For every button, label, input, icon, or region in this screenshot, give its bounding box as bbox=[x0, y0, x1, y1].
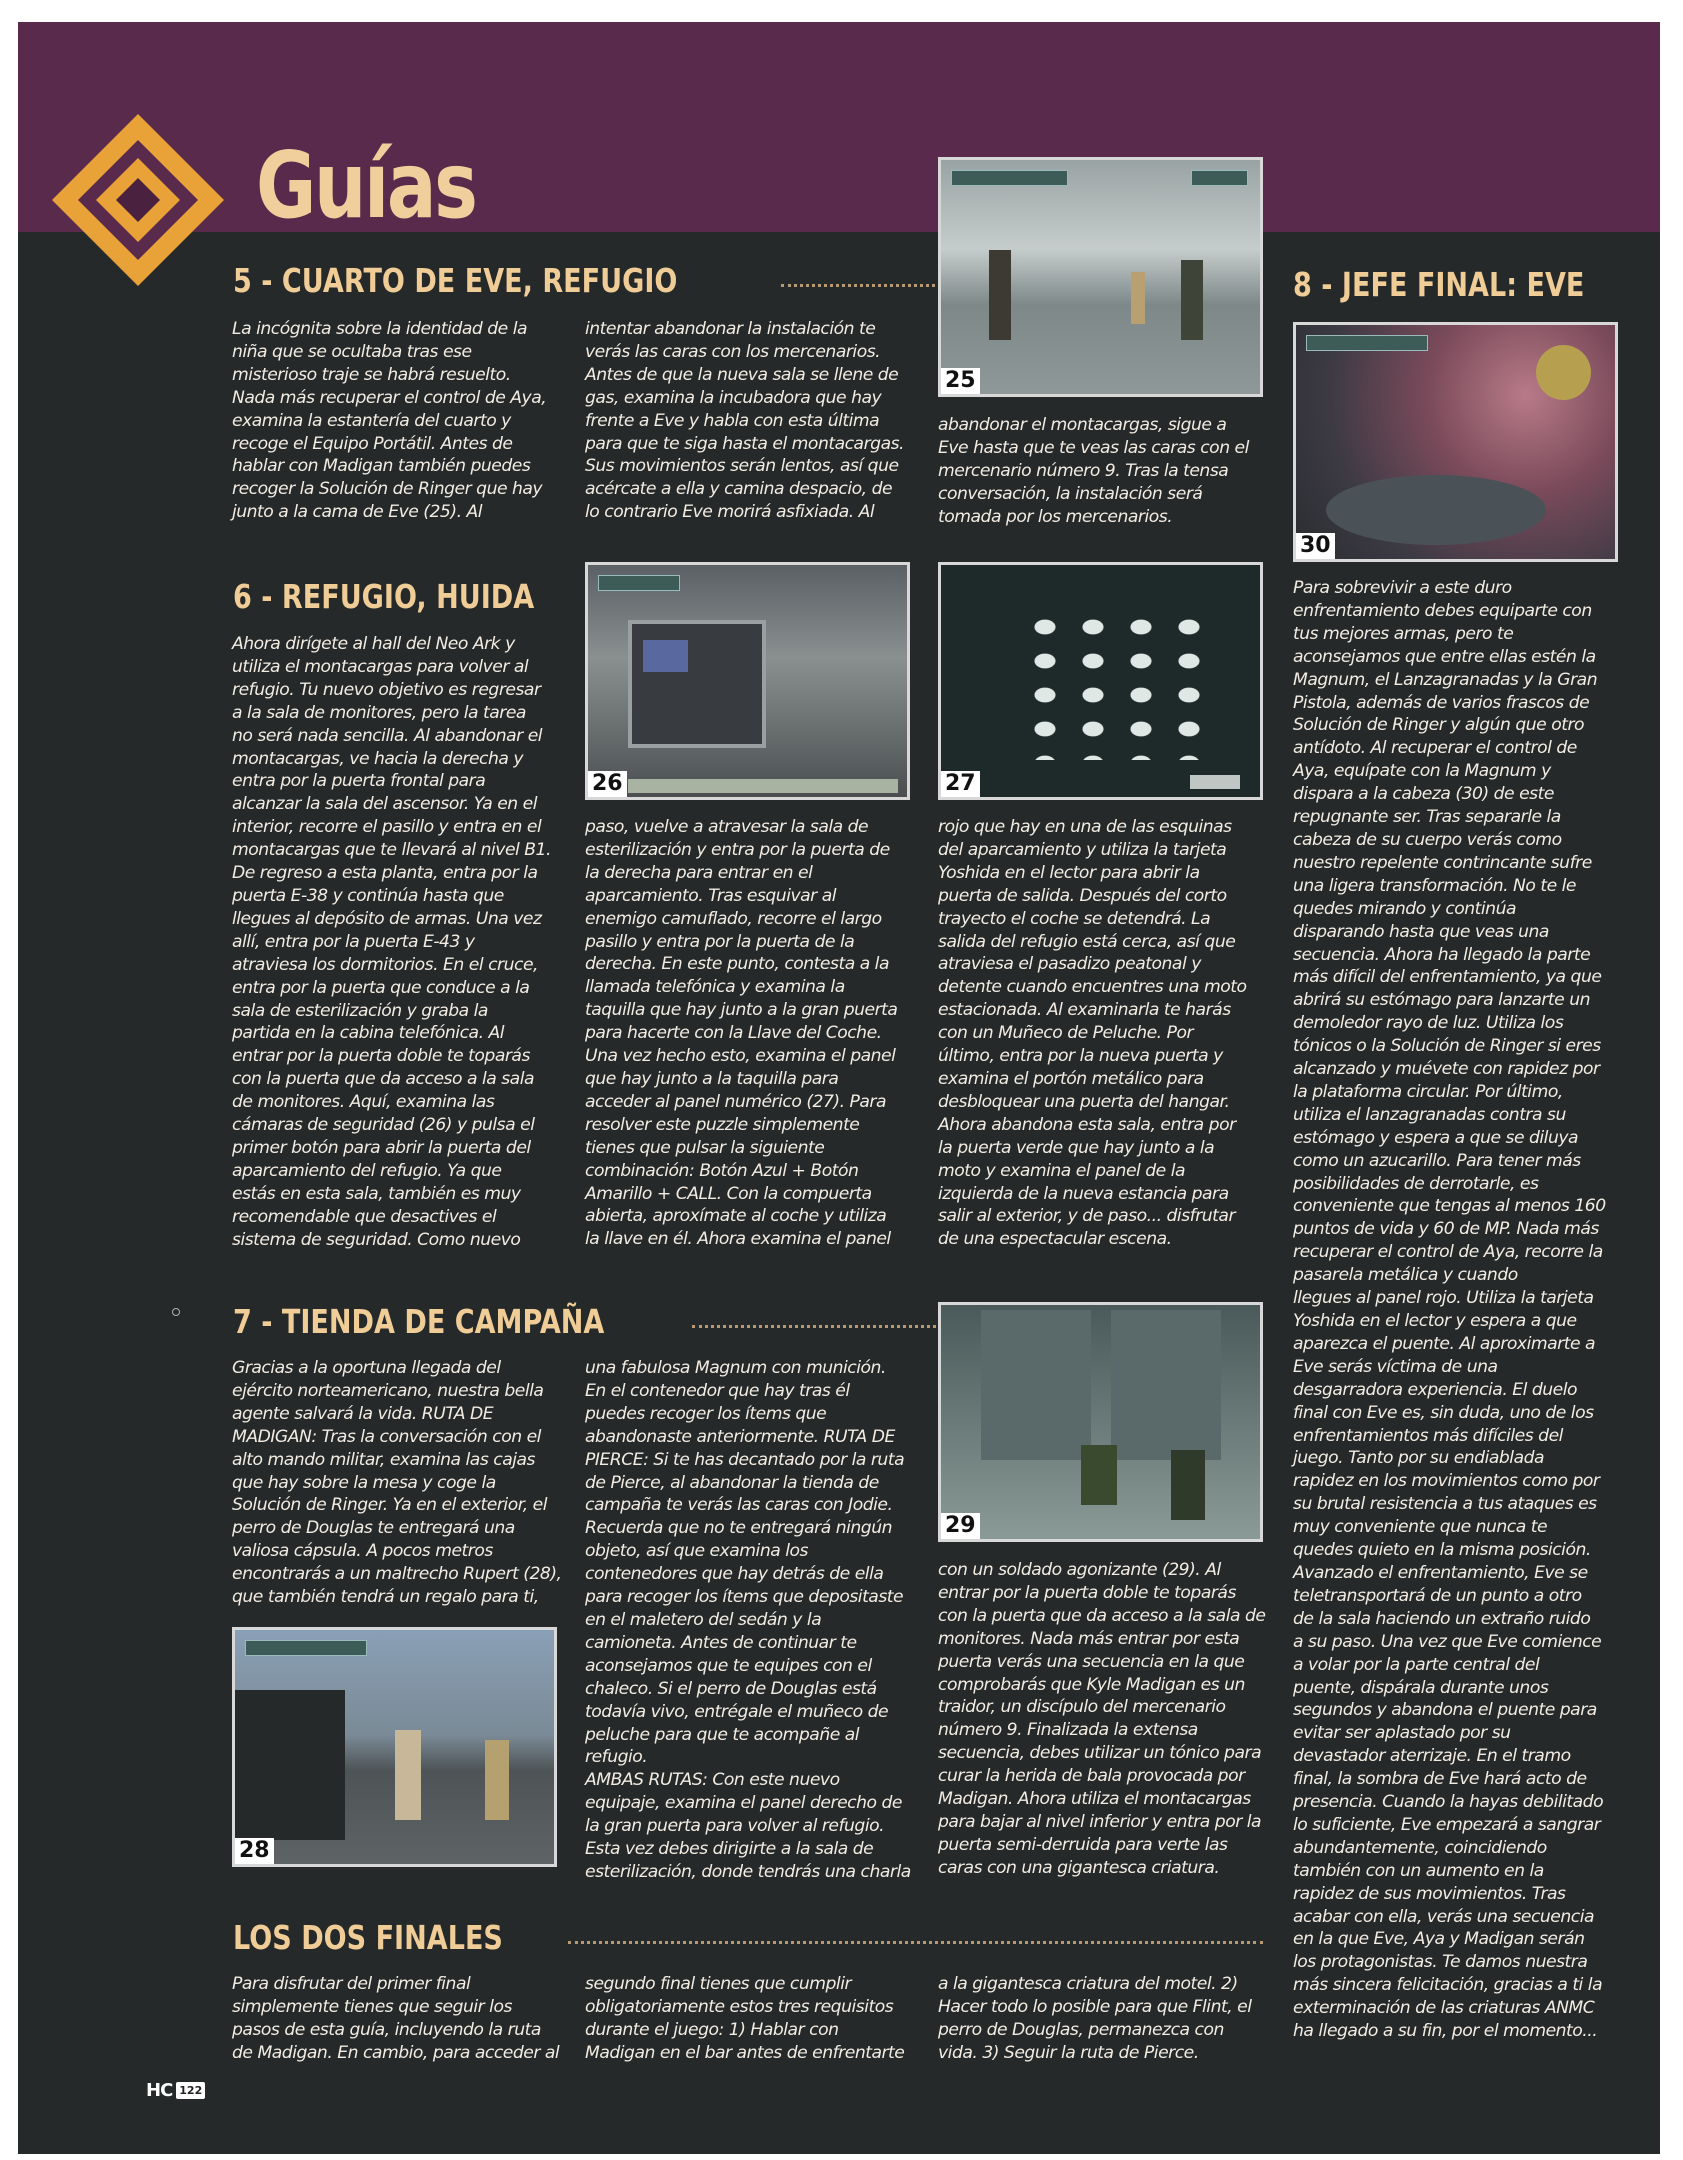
text-s5-col2: intentar abandonar la instalación te verás las caras con los mercenarios. Antes de que la nueva sala se llene de gas, examina la incubadora que hay frente a Eve y habla con esta última para que te siga hasta el montacargas. Sus movimientos serán lentos, así que acércate a ella y camina despacio, de lo contrario Eve morirá asfixiada. Al bbox=[585, 319, 905, 523]
heading-section-8 bbox=[1293, 264, 1628, 304]
photo-28 bbox=[232, 1627, 557, 1867]
text-s5-col1: La incógnita sobre la identidad de la niña que se ocultaba tras ese misterioso traje se habrá resuelto. Nada más recuperar el control de Aya, examina la estantería del cuarto y recoge el Equipo Portátil. Antes de hablar con Madigan también puedes recoger la Solución de Ringer que hay junto a la cama de Eve (25). Al bbox=[232, 319, 547, 523]
hud-bar bbox=[951, 170, 1068, 186]
brand-logo: HC bbox=[146, 2080, 173, 2101]
platform bbox=[1326, 475, 1546, 545]
heading-text: 6 - REFUGIO, HUIDA bbox=[233, 576, 535, 616]
text-s6-col1: Ahora dirígete al hall del Neo Ark y utiliza el montacargas para volver al refugio. Tu nuevo objetivo es regresar a la sala de monitores, pero la tarea no será nada sencilla. Al abandonar el montacargas, ve hacia la derecha y entra por la puerta frontal para alcanzar la sala del ascensor. Ya en el interior, recorre el pasillo y entra en el montacargas que te llevará al nivel B1. De regreso a esta planta, entra por la puerta E-38 y continúa hasta que llegues al depósito de armas. Una vez allí, entra por la puerta E-43 y atraviesa los dormitorios. En el cruce, entra por la puerta que conduce a la sala de esterilización y graba la partida en la cabina telefónica. Al entrar por la puerta doble te toparás con la puerta que da acceso a la sala de monitores. Aquí, examina las cámaras de seguridad (26) y pulsa el primer botón para abrir la puerta del aparcamiento del refugio. Ya que estás en esta sala, también es muy recomendable que desactives el sistema de seguridad. Como nuevo bbox=[232, 634, 551, 1250]
heading-rule bbox=[568, 1941, 1263, 1944]
tank bbox=[1111, 1310, 1221, 1460]
figure bbox=[1171, 1450, 1205, 1520]
page-title: Guías bbox=[256, 132, 476, 239]
text-s5-col3: abandonar el montacargas, sigue a Eve hasta que te veas las caras con el mercenario número 9. Tras la tensa conversación, la instalación será tomada por los mercenarios. bbox=[938, 415, 1249, 527]
heading-section-7 bbox=[233, 1301, 948, 1341]
hud-bar bbox=[598, 575, 680, 591]
figure bbox=[1081, 1445, 1117, 1505]
figure bbox=[1131, 272, 1145, 324]
heading-section-6 bbox=[233, 576, 591, 616]
hud-bar bbox=[245, 1640, 367, 1656]
photo-29 bbox=[938, 1302, 1263, 1542]
photo-25 bbox=[938, 157, 1263, 397]
heading-rule bbox=[692, 1325, 948, 1328]
text-finales-col3: a la gigantesca criatura del motel. 2) Hacer todo lo posible para que Flint, el perro de Douglas, permanezca con vida. 3) Seguir la ruta de Pierce. bbox=[938, 1974, 1252, 2063]
heading-text: 7 - TIENDA DE CAMPAÑA bbox=[233, 1301, 605, 1341]
figure bbox=[485, 1740, 509, 1820]
text-s6-col2: paso, vuelve a atravesar la sala de esterilización y entra por la puerta de la derecha para entrar en el aparcamiento. Tras esquivar al enemigo camuflado, recorre el largo pasillo y entra por la puerta de la derecha. En este punto, contesta a la llamada telefónica y examina la taquilla que hay junto a la gran puerta para hacerte con la Llave del Coche. Una vez hecho esto, examina el panel que hay junto a la taquilla para acceder al panel numérico (27). Para resolver este puzzle simplemente tienes que pulsar la siguiente combinación: Botón Azul + Botón Amarillo + CALL. Con la compuerta abierta, aproxímate al coche y utiliza la llave en él. Ahora examina el panel bbox=[585, 817, 898, 1250]
text-s6-col3: rojo que hay en una de las esquinas del aparcamiento y utiliza la tarjeta Yoshida en el lector para abrir la puerta de salida. Después del corto trayecto el coche se detendrá. La salida del refugio está cerca, así que atraviesa el pasadizo peatonal y detente cuando encuentres una moto estacionada. Al examinarla te harás con un Muñeco de Peluche. Por último, entra por la nueva puerta y examina el portón metálico para desbloquear una puerta del hangar. Ahora abandona esta sala, entra por la puerta verde que hay junto a la moto y examina el panel de la izquierda de la nueva estancia para salir al exterior, y de paso... disfrutar de una espectacular escena. bbox=[938, 817, 1247, 1250]
heading-rule bbox=[781, 284, 948, 287]
page-number: 122 bbox=[176, 2082, 205, 2099]
figure bbox=[395, 1730, 421, 1820]
text-finales-col1: Para disfrutar del primer final simplemente tienes que seguir los pasos de esta guía, incluyendo la ruta de Madigan. En cambio, para acceder al bbox=[232, 1974, 560, 2063]
page-footer bbox=[146, 2080, 205, 2101]
heading-los-dos-finales bbox=[233, 1917, 1263, 1957]
call-button bbox=[1190, 775, 1240, 789]
heading-text: 8 - JEFE FINAL: EVE bbox=[1293, 264, 1585, 304]
photo-30 bbox=[1293, 322, 1618, 562]
heading-text: 5 - CUARTO DE EVE, REFUGIO bbox=[233, 260, 678, 300]
magazine-page bbox=[18, 22, 1660, 2154]
status-bar bbox=[628, 779, 898, 793]
diamond-logo-icon bbox=[48, 110, 228, 290]
decorative-dot bbox=[172, 1308, 180, 1316]
container bbox=[235, 1690, 345, 1840]
photo-number: 30 bbox=[1296, 533, 1335, 559]
photo-number: 29 bbox=[941, 1513, 980, 1539]
hud-bar bbox=[1191, 170, 1248, 186]
figure bbox=[1181, 260, 1203, 340]
photo-number: 26 bbox=[588, 771, 627, 797]
text-s7-col2: una fabulosa Magnum con munición. En el contenedor que hay tras él puedes recoger los ítems que abandonaste anteriormente. RUTA DE PIERCE: Si te has decantado por la ruta de Pierce, al abandonar la tienda de campaña te verás las caras con Jodie. Recuerda que no te entregará ningún objeto, así que examina los contenedores que hay detrás de ella para recoger los ítems que depositaste en el maletero del sedán y la camioneta. Antes de continuar te aconsejamos que te equipes con el chaleco. Si el perro de Douglas está todavía vivo, entrégale el muñeco de peluche para que te acompañe al refugio. AMBAS RUTAS: Con este nuevo equipaje, examina el panel derecho de la gran puerta para volver al refugio. Esta vez debes dirigirte a la sala de esterilización, donde tendrás una charla bbox=[585, 1358, 911, 1882]
text-s7-col1: Gracias a la oportuna llegada del ejército norteamericano, nuestra bella agente salvará la vida. RUTA DE MADIGAN: Tras la conversación con el alto mando militar, examina las cajas que hay sobre la mesa y coge la Solución de Ringer. Ya en el exterior, el perro de Douglas te entregará una valiosa cápsula. A pocos metros encontrarás a un maltrecho Rupert (28), que también tendrá un regalo para ti, bbox=[232, 1358, 562, 1608]
photo-number: 25 bbox=[941, 368, 980, 394]
boss-head bbox=[1536, 345, 1591, 400]
photo-27 bbox=[938, 562, 1263, 800]
photo-number: 27 bbox=[941, 771, 980, 797]
tank bbox=[981, 1310, 1091, 1460]
heading-section-5 bbox=[233, 260, 948, 300]
photo-26 bbox=[585, 562, 910, 800]
text-s7-col3: con un soldado agonizante (29). Al entrar por la puerta doble te toparás con la puerta que da acceso a la sala de monitores. Nada más entrar por esta puerta verás una secuencia en la que comprobarás que Kyle Madigan es un traidor, un discípulo del mercenario número 9. Finalizada la extensa secuencia, debes utilizar un tónico para curar la herida de bala provocada por Madigan. Ahora utiliza el montacargas para bajar al nivel inferior y entra por la puerta semi-derruida para verte las caras con una gigantesca criatura. bbox=[938, 1560, 1266, 1878]
text-s8: Para sobrevivir a este duro enfrentamiento debes equiparte con tus mejores armas, pero te aconsejamos que entre ellas estén la Magnum, el Lanzagranadas y la Gran Pistola, además de varios frascos de Solución de Ringer y algún que otro antídoto. Al recuperar el control de Aya, equípate con la Magnum y dispara a la cabeza (30) de este repugnante ser. Tras separarle la cabeza de su cuerpo verás como nuestro repelente contrincante sufre una ligera transformación. No te le quedes mirando y continúa disparando hasta que veas una secuencia. Ahora ha llegado la parte más difícil del enfrentamiento, ya que abrirá su estómago para lanzarte un demoledor rayo de luz. Utiliza los tónicos o la Solución de Ringer si eres alcanzado y muévete con rapidez por la plataforma circular. Por último, utiliza el lanzagranadas contra su estómago y espera a que se diluya como un azucarillo. Para tener más posibilidades de derrotarle, es conveniente que tengas al menos 160 puntos de vida y 60 de MP. Nada más recuperar el control de Aya, recorre la pasarela metálica y cuando llegues al panel rojo. Utiliza la tarjeta Yoshida en el lector y espera a que aparezca el puente. Al aproximarte a Eve serás víctima de una desgarradora experiencia. El duelo final con Eve es, sin duda, uno de los enfrentamientos más difíciles del juego. Tanto por su endiablada rapidez en los movimientos como por su brutal resistencia a tus ataques es muy conveniente que nunca te quedes quieto en la misma posición. Avanzado el enfrentamiento, Eve se teletransportará de un punto a otro de la sala haciendo un extraño ruido a su paso. Una vez que Eve comience a volar por la parte central del puente, dispárala durante unos segundos y abandona el puente para evitar ser aplastado por su devastador aterrizaje. En el tramo final, la sombra de Eve hará acto de presencia. Cuando la hayas debilitado lo suficiente, Eve empezará a sangrar abundantemente, coincidiendo también con un aumento en la rapidez de sus movimientos. Tras acabar con ella, verás una secuencia en la que Eve, Aya y Madigan serán los protagonistas. Te damos nuestra más sincera felicitación, gracias a ti la exterminación de las criaturas ANMC ha llegado a su fin, por el momento... bbox=[1293, 578, 1606, 2042]
keypad bbox=[1021, 610, 1201, 760]
monitor bbox=[643, 640, 688, 672]
figure bbox=[989, 250, 1011, 340]
photo-number: 28 bbox=[235, 1838, 274, 1864]
heading-text: LOS DOS FINALES bbox=[233, 1917, 503, 1957]
text-finales-col2: segundo final tienes que cumplir obligatoriamente estos tres requisitos durante el juego: 1) Hablar con Madigan en el bar antes de enfrentarte bbox=[585, 1974, 905, 2063]
hud-bar bbox=[1306, 335, 1428, 351]
